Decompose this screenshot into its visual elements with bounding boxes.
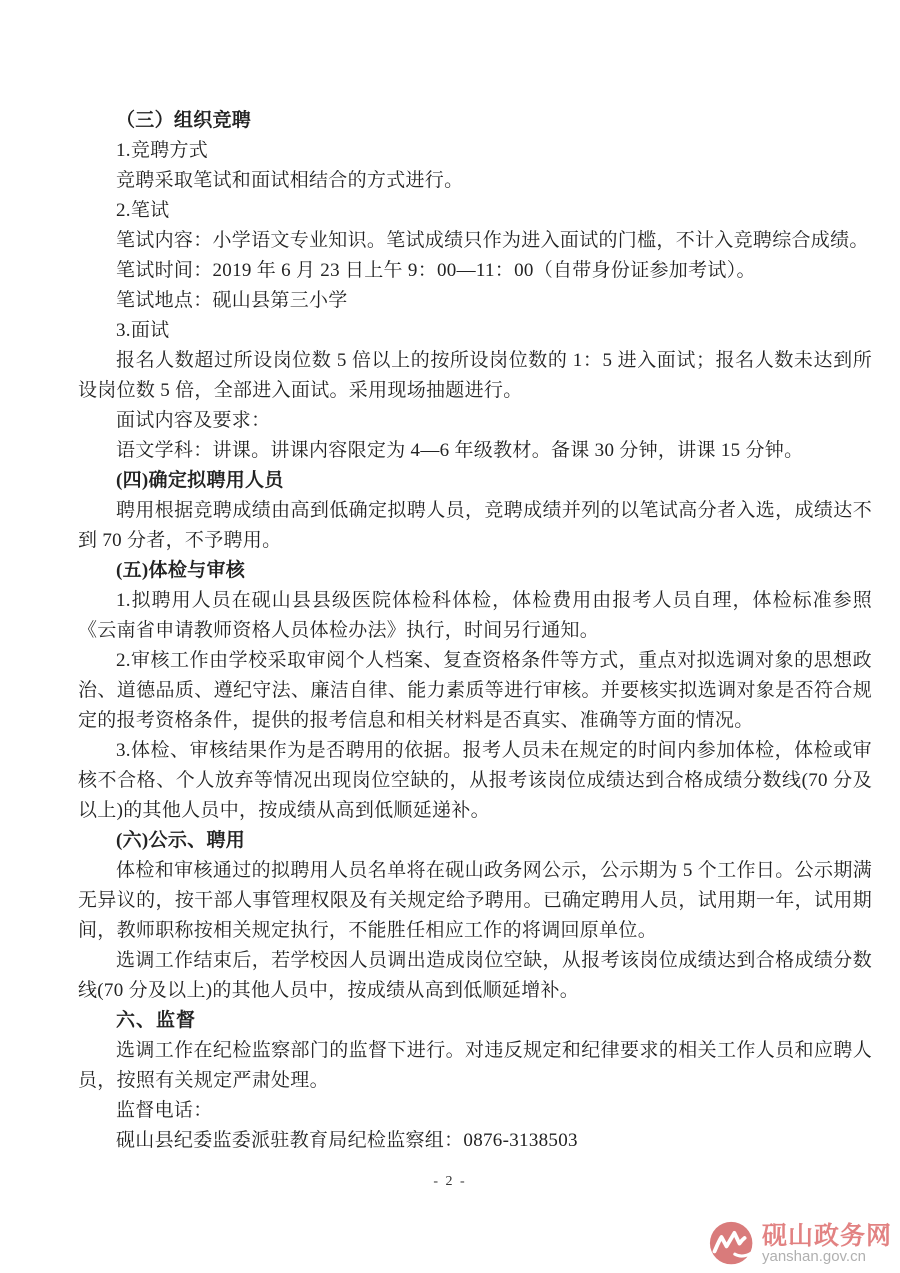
section-heading: (四)确定拟聘用人员 xyxy=(116,470,284,491)
site-logo[interactable] xyxy=(709,1220,892,1268)
paragraph: 选调工作在纪检监察部门的监督下进行。对违反规定和纪律要求的相关工作人员和应聘人员，按照有关规定严肃处理。 xyxy=(78,1040,872,1091)
section-heading: （三）组织竞聘 xyxy=(116,110,252,131)
section-heading: (五)体检与审核 xyxy=(116,560,246,581)
paragraph: 3.体检、审核结果作为是否聘用的依据。报考人员未在规定的时间内参加体检，体检或审核不合格、个人放弃等情况出现岗位空缺的，从报考该岗位成绩达到合格成绩分数线(70 分及以上)的其他人员中，按成绩从高到低顺延递补。 xyxy=(78,740,872,821)
paragraph: 2.笔试 xyxy=(116,200,170,221)
document-body xyxy=(78,106,872,1156)
section-heading: (六)公示、聘用 xyxy=(116,830,246,851)
logo-site-name: 砚山政务网 xyxy=(761,1221,892,1250)
page-number: - 2 - xyxy=(433,1174,467,1189)
paragraph: 报名人数超过所设岗位数 5 倍以上的按所设岗位数的 1：5 进入面试；报名人数未达到所设岗位数 5 倍，全部进入面试。采用现场抽题进行。 xyxy=(78,350,872,401)
paragraph: 选调工作结束后，若学校因人员调出造成岗位空缺，从报考该岗位成绩达到合格成绩分数线(70 分及以上)的其他人员中，按成绩从高到低顺延增补。 xyxy=(78,950,872,1001)
paragraph: 语文学科：讲课。讲课内容限定为 4—6 年级教材。备课 30 分钟，讲课 15 分钟。 xyxy=(116,440,804,461)
paragraph: 面试内容及要求： xyxy=(116,410,271,431)
paragraph: 2.审核工作由学校采取审阅个人档案、复查资格条件等方式，重点对拟选调对象的思想政治、道德品质、遵纪守法、廉洁自律、能力素质等进行审核。并要核实拟选调对象是否符合规定的报考资格条件，提供的报考信息和相关材料是否真实、准确等方面的情况。 xyxy=(78,650,872,731)
paragraph: 3.面试 xyxy=(116,320,170,341)
logo-site-url: yanshan.gov.cn xyxy=(761,1247,866,1265)
paragraph: 1.竞聘方式 xyxy=(116,140,209,161)
mountain-icon xyxy=(709,1220,757,1268)
paragraph: 监督电话： xyxy=(116,1100,213,1121)
paragraph: 1.拟聘用人员在砚山县县级医院体检科体检，体检费用由报考人员自理，体检标准参照《云南省申请教师资格人员体检办法》执行，时间另行通知。 xyxy=(78,590,872,641)
paragraph: 竞聘采取笔试和面试相结合的方式进行。 xyxy=(116,170,464,191)
paragraph: 笔试地点：砚山县第三小学 xyxy=(116,290,348,311)
paragraph: 笔试时间：2019 年 6 月 23 日上午 9：00—11：00（自带身份证参加考试）。 xyxy=(116,260,756,281)
paragraph: 砚山县纪委监委派驻教育局纪检监察组：0876-3138503 xyxy=(116,1130,578,1151)
paragraph: 体检和审核通过的拟聘用人员名单将在砚山政务网公示，公示期为 5 个工作日。公示期满无异议的，按干部人事管理权限及有关规定给予聘用。已确定聘用人员，试用期一年，试用期间，教师职称按相关规定执行，不能胜任相应工作的将调回原单位。 xyxy=(78,860,872,941)
paragraph: 聘用根据竞聘成绩由高到低确定拟聘人员，竞聘成绩并列的以笔试高分者入选，成绩达不到 70 分者，不予聘用。 xyxy=(78,500,872,551)
logo-text xyxy=(762,1223,892,1266)
paragraph: 笔试内容：小学语文专业知识。笔试成绩只作为进入面试的门槛，不计入竞聘综合成绩。 xyxy=(116,230,869,251)
section-heading: 六、监督 xyxy=(116,1010,197,1031)
